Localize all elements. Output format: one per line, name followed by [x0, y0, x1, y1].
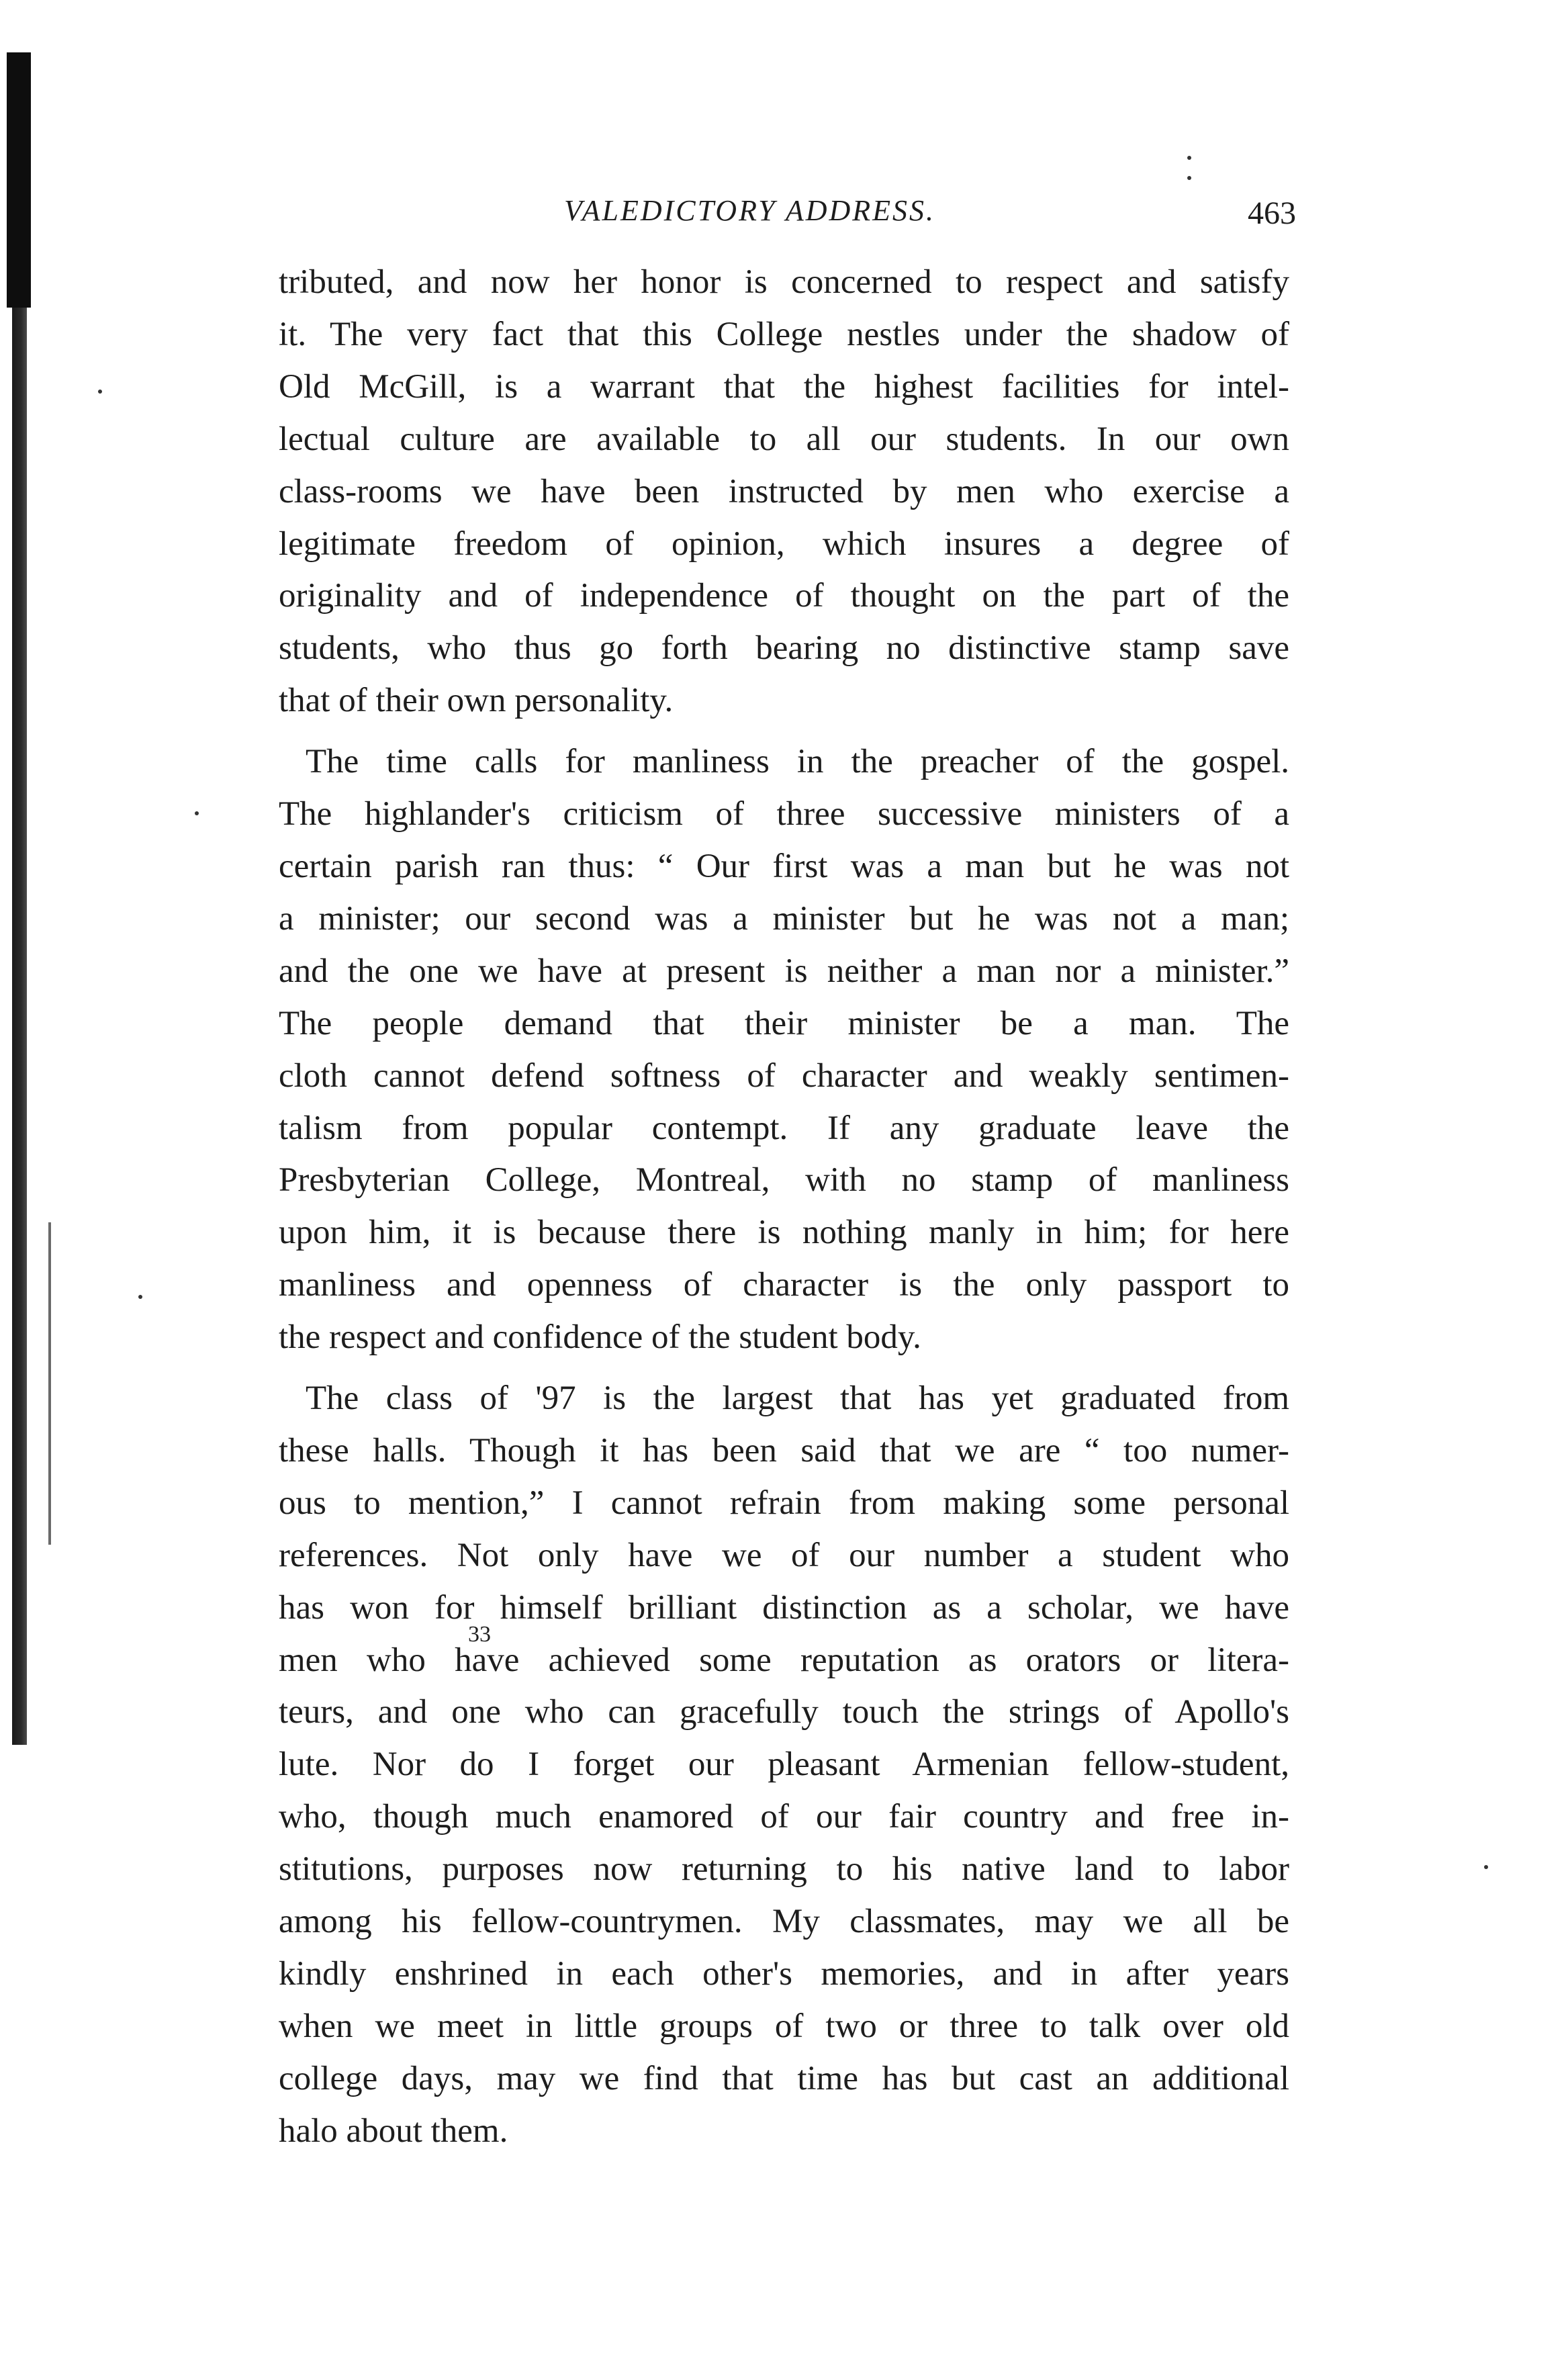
- text-line: and the one we have at present is neither a man nor a minister.”: [279, 952, 1289, 990]
- text-line: teurs, and one who can gracefully touch the strings of Apollo's: [279, 1693, 1289, 1731]
- text-line: the respect and confidence of the student body.: [279, 1318, 921, 1357]
- text-line: tributed, and now her honor is concerned to respect and satisfy: [279, 263, 1289, 301]
- text-line: stitutions, purposes now returning to his native land to labor: [279, 1850, 1289, 1889]
- speck: [98, 390, 102, 394]
- text-line: The people demand that their minister be a man. The: [279, 1004, 1289, 1042]
- binding-edge: [7, 52, 31, 308]
- text-line: has won for himself brilliant distinction as a scholar, we have: [279, 1588, 1289, 1627]
- text-line: Old McGill, is a warrant that the highest facilities for intel-: [279, 367, 1289, 406]
- text-line: upon him, it is because there is nothing manly in him; for here: [279, 1214, 1289, 1252]
- text-line: The class of '97 is the largest that has yet graduated from: [306, 1379, 1289, 1418]
- text-line: that of their own personality.: [279, 682, 674, 720]
- text-line: Presbyterian College, Montreal, with no stamp of manliness: [279, 1161, 1289, 1199]
- text-line: cloth cannot defend softness of character and weakly sentimen-: [279, 1056, 1289, 1095]
- paragraph: [279, 1373, 1289, 2158]
- text-line: manliness and openness of character is the only passport to: [279, 1266, 1289, 1304]
- text-line: ous to mention,” I cannot refrain from making some personal: [279, 1484, 1289, 1522]
- speck: [138, 1295, 142, 1299]
- text-line: college days, may we find that time has but cast an additional: [279, 2059, 1289, 2097]
- page-number: 463: [1248, 195, 1296, 231]
- text-line: among his fellow-countrymen. My classmates, may we all be: [279, 1903, 1289, 1941]
- text-line: class-rooms we have been instructed by men who exercise a: [279, 472, 1289, 510]
- speck: [1187, 176, 1191, 180]
- text-line: when we meet in little groups of two or three to talk over old: [279, 2007, 1289, 2045]
- text-line: The time calls for manliness in the preacher of the gospel.: [306, 743, 1289, 781]
- speck: [1187, 156, 1191, 160]
- text-line: The highlander's criticism of three successive ministers of a: [279, 795, 1289, 833]
- text-line: kindly enshrined in each other's memories, and in after years: [279, 1955, 1289, 1993]
- paragraph: [279, 736, 1289, 1364]
- binding-line: [48, 1222, 51, 1545]
- text-line: students, who thus go forth bearing no distinctive stamp save: [279, 629, 1289, 668]
- text-line: it. The very fact that this College nestles under the shadow of: [279, 315, 1289, 353]
- text-line: men who have achieved some reputation as orators or litera-: [279, 1641, 1289, 1679]
- text-line: legitimate freedom of opinion, which insures a degree of: [279, 525, 1289, 563]
- text-line: these halls. Though it has been said that we are “ too numer-: [279, 1431, 1289, 1469]
- text-line: originality and of independence of thought on the part of the: [279, 577, 1289, 615]
- binding-shadow: [12, 308, 27, 1745]
- text-line: halo about them.: [279, 2112, 508, 2150]
- running-title: VALEDICTORY ADDRESS.: [564, 194, 936, 227]
- signature-mark: 33: [468, 1622, 491, 1647]
- text-line: references. Not only have we of our number a student who: [279, 1536, 1289, 1574]
- text-line: certain parish ran thus: “ Our first was a man but he was not: [279, 847, 1289, 885]
- text-line: a minister; our second was a minister but he was not a man;: [279, 899, 1289, 938]
- speck: [195, 811, 199, 815]
- paragraph: [279, 257, 1289, 727]
- text-line: who, though much enamored of our fair country and free in-: [279, 1798, 1289, 1836]
- speck: [1484, 1865, 1488, 1869]
- page-header: [275, 193, 1296, 247]
- text-line: lute. Nor do I forget our pleasant Armenian fellow-student,: [279, 1746, 1289, 1784]
- text-line: talism from popular contempt. If any graduate leave the: [279, 1109, 1289, 1147]
- body-text: [279, 257, 1289, 2158]
- text-line: lectual culture are available to all our students. In our own: [279, 420, 1289, 458]
